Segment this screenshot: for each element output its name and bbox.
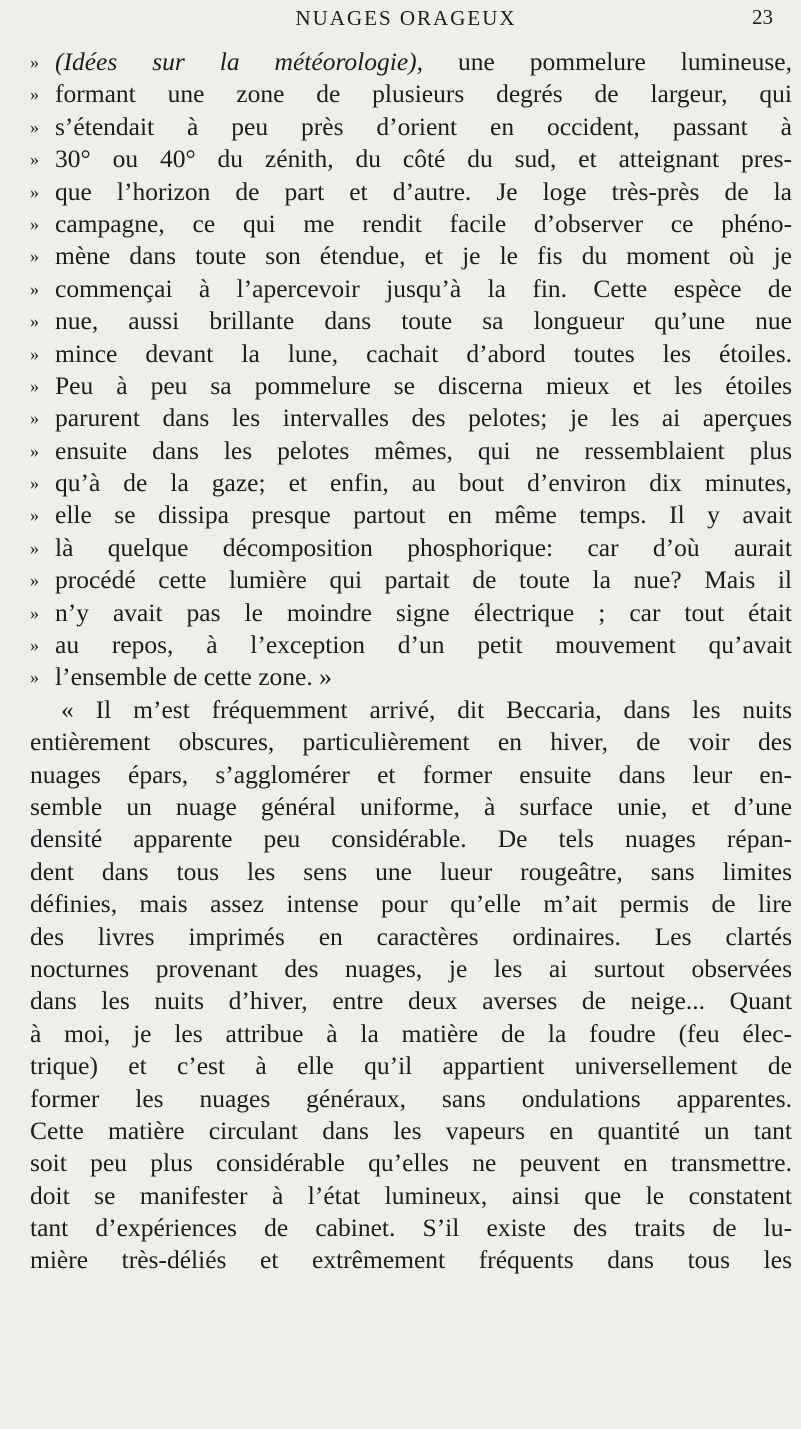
text-line: entièrement obscures, particulièrement en hiver, de voir des [30, 727, 792, 757]
text-body [30, 46, 792, 1277]
quote-mark: » [30, 505, 39, 526]
text-line [30, 46, 792, 78]
line-text: nue, aussi brillante dans toute sa longueur qu’une nue [55, 306, 792, 336]
text-line: semble un nuage général uniforme, à surface unie, et d’une [30, 791, 792, 821]
quote-mark: » [30, 408, 39, 429]
quote-mark: » [30, 570, 39, 591]
quote-mark: » [30, 278, 39, 299]
line-text: au repos, à l’exception d’un petit mouvement qu’avait [55, 630, 792, 660]
line-text: que l’horizon de part et d’autre. Je loge très-près de la [55, 176, 792, 206]
text-line [30, 273, 792, 305]
text-line [30, 338, 792, 370]
text-line [30, 661, 792, 693]
quote-mark: » [30, 181, 39, 202]
text-line [30, 208, 792, 240]
text-line [30, 143, 792, 175]
running-title: NUAGES ORAGEUX [295, 6, 517, 30]
quote-mark: » [30, 116, 39, 137]
line-text: qu’à de la gaze; et enfin, au bout d’environ dix minutes, [55, 468, 792, 498]
text-line [30, 305, 792, 337]
text-line [30, 370, 792, 402]
text-line [30, 564, 792, 596]
text-line: à moi, je les attribue à la matière de la foudre (feu élec- [30, 1018, 792, 1048]
text-line: « Il m’est fréquemment arrivé, dit Beccaria, dans les nuits [61, 694, 792, 724]
line-text: l’ensemble de cette zone. » [55, 662, 332, 692]
line-text: Peu à peu sa pommelure se discerna mieux et les étoiles [55, 370, 792, 400]
text-line [30, 597, 792, 629]
text-line [30, 111, 792, 143]
text-line: densité apparente peu considérable. De tels nuages répan- [30, 824, 792, 854]
line-text: s’étendait à peu près d’orient en occident, passant à [55, 111, 792, 141]
line-text: elle se dissipa presque partout en même temps. Il y avait [55, 500, 792, 530]
text-line [30, 402, 792, 434]
quote-mark: » [30, 149, 39, 170]
quote-mark: » [30, 440, 39, 461]
line-text: commençai à l’apercevoir jusqu’à la fin. Cette espèce de [55, 273, 792, 303]
text-line: trique) et c’est à elle qu’il appartient universellement de [30, 1051, 792, 1081]
text-line: Cette matière circulant dans les vapeurs en quantité un tant [30, 1115, 792, 1145]
line-text: ensuite dans les pelotes mêmes, qui ne ressemblaient plus [55, 435, 792, 465]
line-text: 30° ou 40° du zénith, du côté du sud, et atteignant pres- [55, 144, 792, 174]
text-line [30, 435, 792, 467]
page-number: 23 [752, 5, 773, 29]
line-text: parurent dans les intervalles des pelotes; je les ai aperçues [55, 403, 792, 433]
text-line [30, 78, 792, 110]
quote-mark: » [30, 602, 39, 623]
line-text: n’y avait pas le moindre signe électrique ; car tout était [55, 597, 792, 627]
text-line [30, 532, 792, 564]
text-line [30, 176, 792, 208]
text-line: nocturnes provenant des nuages, je les ai surtout observées [30, 953, 792, 983]
italic-title: (Idées sur la météorologie), [55, 47, 424, 76]
line-text: là quelque décomposition phosphorique: car d’où aurait [55, 532, 792, 562]
text-line: doit se manifester à l’état lumineux, ainsi que le constatent [30, 1180, 792, 1210]
quote-mark: » [30, 635, 39, 656]
line-text: procédé cette lumière qui partait de toute la nue? Mais il [55, 565, 792, 595]
text-line: former les nuages généraux, sans ondulations apparentes. [30, 1083, 792, 1113]
text-line: des livres imprimés en caractères ordinaires. Les clartés [30, 921, 792, 951]
quote-mark: » [30, 667, 39, 688]
quote-mark: » [30, 213, 39, 234]
text-line: soit peu plus considérable qu’elles ne peuvent en transmettre. [30, 1148, 792, 1178]
text-line: définies, mais assez intense pour qu’elle m’ait permis de lire [30, 889, 792, 919]
quote-mark: » [30, 537, 39, 558]
text-line [30, 629, 792, 661]
quote-mark: » [30, 343, 39, 364]
line-text: mène dans toute son étendue, et je le fis du moment où je [55, 241, 792, 271]
text-line: tant d’expériences de cabinet. S’il existe des traits de lu- [30, 1213, 792, 1243]
quote-mark: » [30, 473, 39, 494]
text-line [30, 499, 792, 531]
quote-mark: » [30, 52, 39, 72]
text-line: dent dans tous les sens une lueur rougeâtre, sans limites [30, 856, 792, 886]
text-line: nuages épars, s’agglomérer et former ensuite dans leur en- [30, 759, 792, 789]
text-line [30, 240, 792, 272]
text-line [30, 467, 792, 499]
text-line: dans les nuits d’hiver, entre deux averses de neige... Quant [30, 986, 792, 1016]
quote-mark: » [30, 246, 39, 267]
line-text: formant une zone de plusieurs degrés de largeur, qui [55, 79, 792, 109]
line-text: une pommelure lumineuse, [423, 47, 792, 76]
quote-mark: » [30, 375, 39, 396]
quote-mark: » [30, 311, 39, 332]
line-text: mince devant la lune, cachait d’abord toutes les étoiles. [55, 338, 792, 368]
quote-mark: » [30, 84, 39, 105]
text-line: mière très-déliés et extrêmement fréquents dans tous les [30, 1245, 792, 1275]
line-text: campagne, ce qui me rendit facile d’observer ce phéno- [55, 208, 792, 238]
